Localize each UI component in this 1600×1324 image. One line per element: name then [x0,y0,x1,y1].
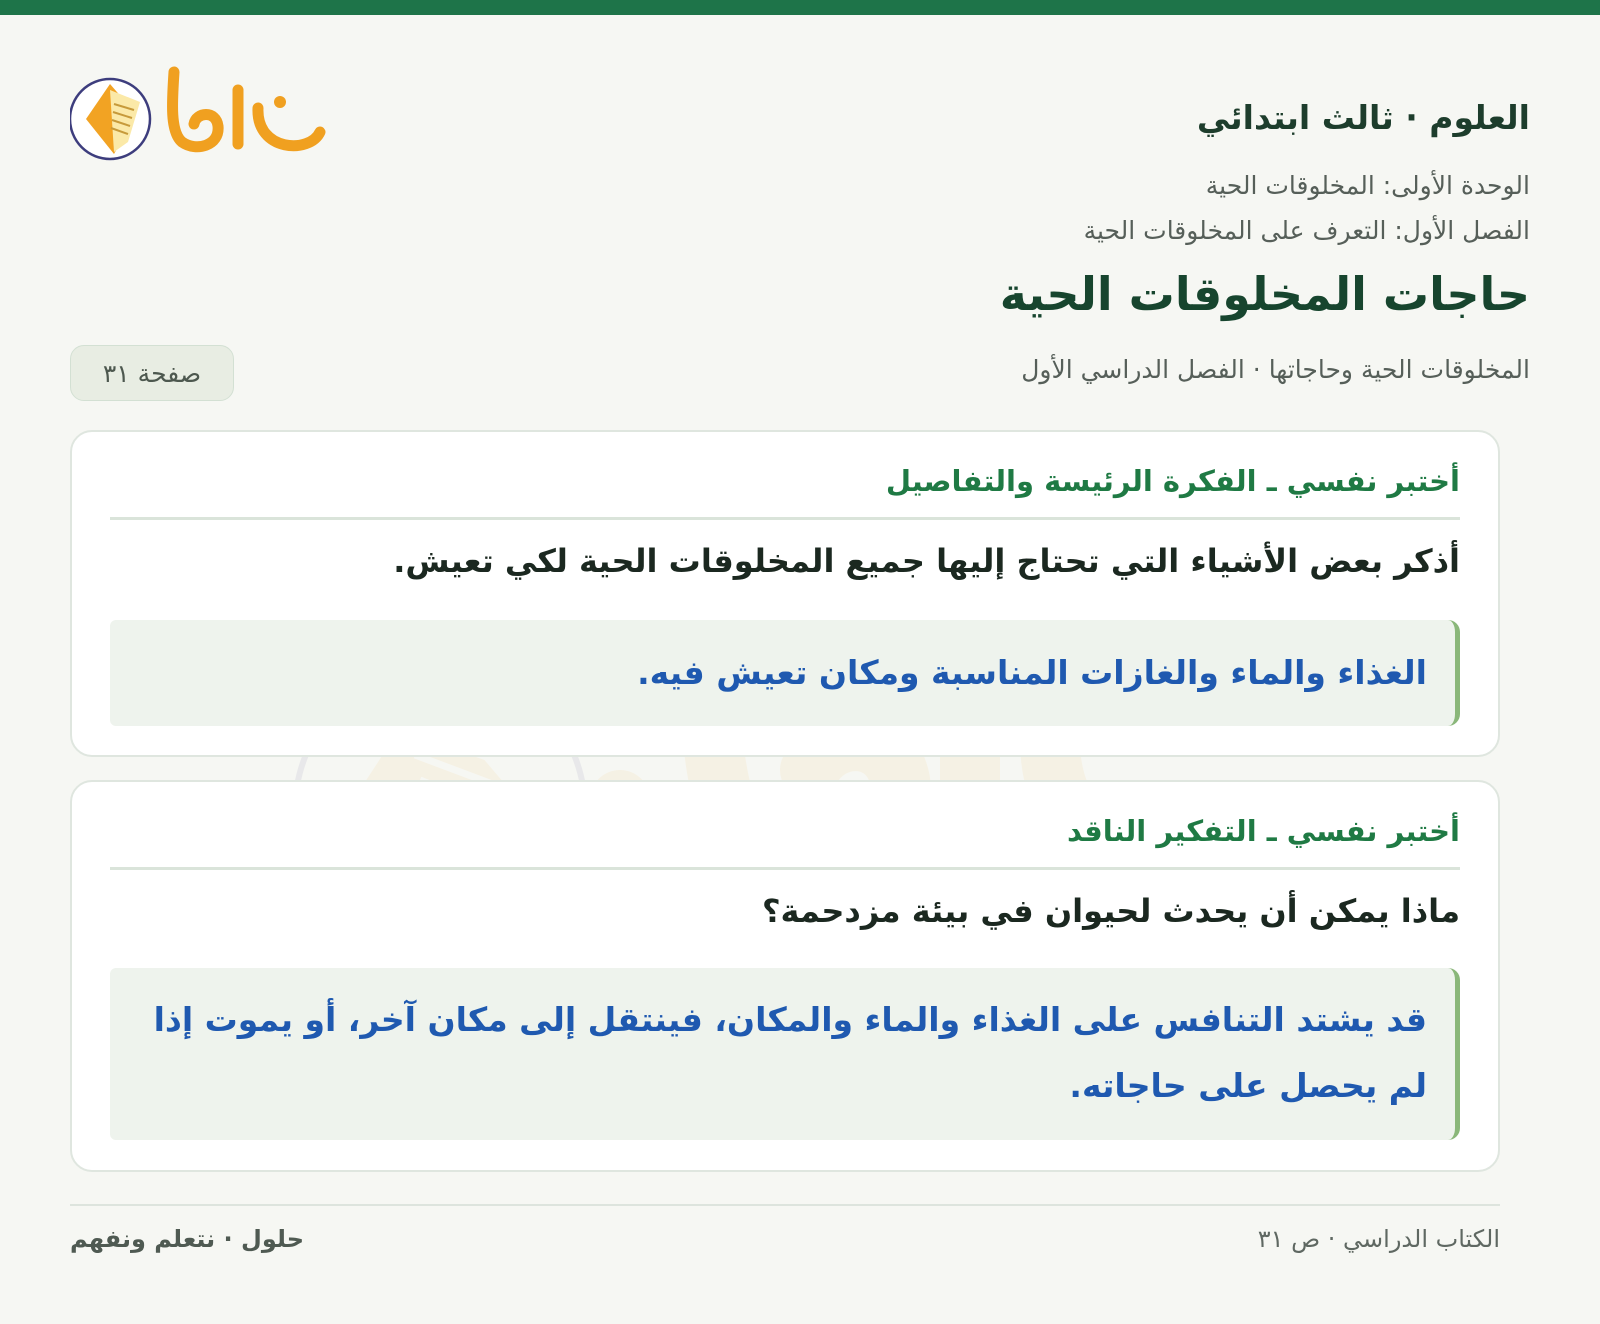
question-text: ماذا يمكن أن يحدث لحيوان في بيئة مزدحمة؟ [761,892,1460,930]
subject-title: العلوم · ثالث ابتدائي [1196,98,1530,137]
page-title: حاجات المخلوقات الحية [999,267,1530,321]
footer-source: الكتاب الدراسي · ص ٣١ [1257,1225,1500,1253]
footer-divider [70,1204,1500,1206]
breadcrumb-unit: الوحدة الأولى: المخلوقات الحية [1205,171,1530,200]
page [70,15,1530,1324]
question-card-1 [70,430,1500,757]
site-logo[interactable] [70,62,332,172]
breadcrumb-chapter: الفصل الأول: التعرف على المخلوقات الحية [1083,216,1530,245]
answer-text: قد يشتد التنافس على الغذاء والماء والمكان، فينتقل إلى مكان آخر، أو يموت إذا لم يحصل على حاجاته. [153,1000,1427,1105]
card-heading: أختبر نفسي ـ الفكرة الرئيسة والتفاصيل [885,464,1460,498]
answer-box [110,968,1460,1140]
answer-text: الغذاء والماء والغازات المناسبة ومكان تعيش فيه. [637,653,1427,692]
card-heading-row [110,458,1460,520]
book-logo-icon [70,62,332,172]
page-number-badge: صفحة ٣١ [70,345,234,401]
header [70,50,1530,170]
topic-meta: المخلوقات الحية وحاجاتها · الفصل الدراسي الأول [1021,355,1530,384]
card-heading: أختبر نفسي ـ التفكير الناقد [1066,814,1460,848]
footer-brand: حلول · نتعلم ونفهم [70,1225,304,1253]
question-card-2 [70,780,1500,1172]
question-text: أذكر بعض الأشياء التي تحتاج إليها جميع المخلوقات الحية لكي تعيش. [393,542,1460,580]
card-heading-row [110,808,1460,870]
answer-box [110,620,1460,726]
top-accent-bar [0,0,1600,15]
